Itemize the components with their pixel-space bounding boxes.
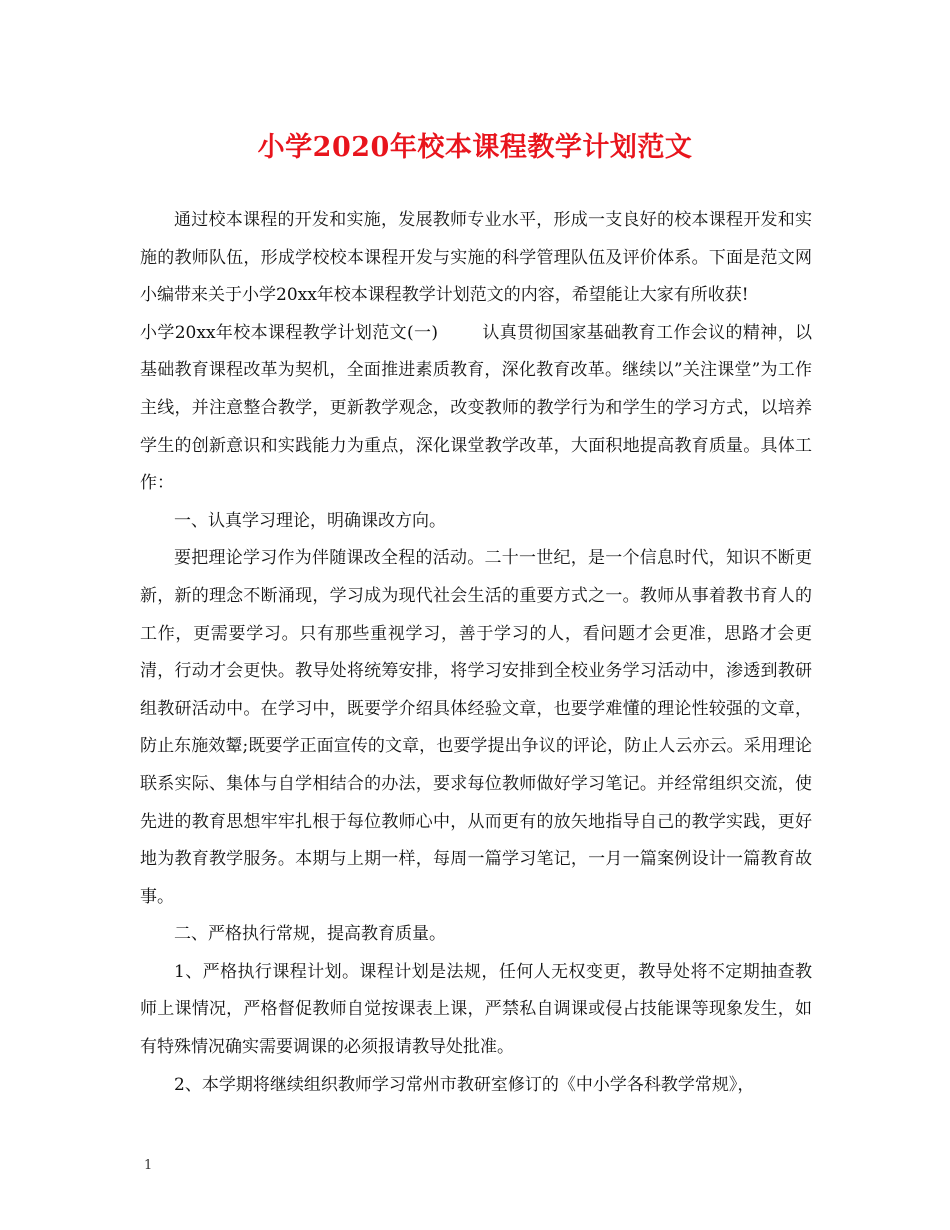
item-one: 1、严格执行课程计划。课程计划是法规，任何人无权变更，教导处将不定期抽查教师上课情况，严格督促教师自觉按课表上课，严禁私自调课或侵占技能课等现象发生，如有特殊情况确实需要调课的必须报请教导处批准。	[140, 961, 812, 1058]
document-title: 小学2020年校本课程教学计划范文	[257, 132, 693, 163]
item-two: 2、本学期将继续组织教师学习常州市教研室修订的《中小学各科教学常规》，	[174, 1074, 755, 1095]
heading-one: 一、认真学习理论，明确课改方向。	[174, 510, 446, 531]
section-paragraph	[140, 315, 812, 503]
paragraph-one: 要把理论学习作为伴随课改全程的活动。二十一世纪，是一个信息时代，知识不断更新，新的理念不断涌现，学习成为现代社会生活的重要方式之一。教师从事着教书育人的工作，更需要学习。只有那些重视学习，善于学习的人，看问题才会更准，思路才会更清，行动才会更快。教导处将统筹安排，将学习安排到全校业务学习活动中，渗透到教研组教研活动中。在学习中，既要学介绍具体经验文章，也要学难懂的理论性较强的文章，防止东施效颦;既要学正面宣传的文章，也要学提出争议的评论，防止人云亦云。采用理论联系实际、集体与自学相结合的办法，要求每位教师做好学习笔记。并经常组织交流，使先进的教育思想牢牢扎根于每位教师心中，从而更有的放矢地指导自己的教学实践，更好地为教育教学服务。本期与上期一样，每周一篇学习笔记，一月一篇案例设计一篇教育故事。	[140, 548, 812, 907]
page-number: 1	[144, 1158, 153, 1173]
intro-paragraph: 通过校本课程的开发和实施，发展教师专业水平，形成一支良好的校本课程开发和实施的教师队伍，形成学校校本课程开发与实施的科学管理队伍及评价体系。下面是范文网小编带来关于小学20xx年校本课程教学计划范文的内容，希望能让大家有所收获!	[140, 210, 812, 306]
document-body	[140, 202, 812, 1104]
section-heading: 小学20xx年校本课程教学计划范文(一)	[140, 322, 438, 343]
heading-two: 二、严格执行常规，提高教育质量。	[174, 924, 446, 945]
section-body: 认真贯彻国家基础教育工作会议的精神，以基础教育课程改革为契机，全面推进素质教育，深化教育改革。继续以”关注课堂”为工作主线，并注意整合教学，更新教学观念，改变教师的教学行为和学生的学习方式，以培养学生的创新意识和实践能力为重点，深化课堂教学改革，大面积地提高教育质量。具体工作：	[140, 322, 812, 494]
